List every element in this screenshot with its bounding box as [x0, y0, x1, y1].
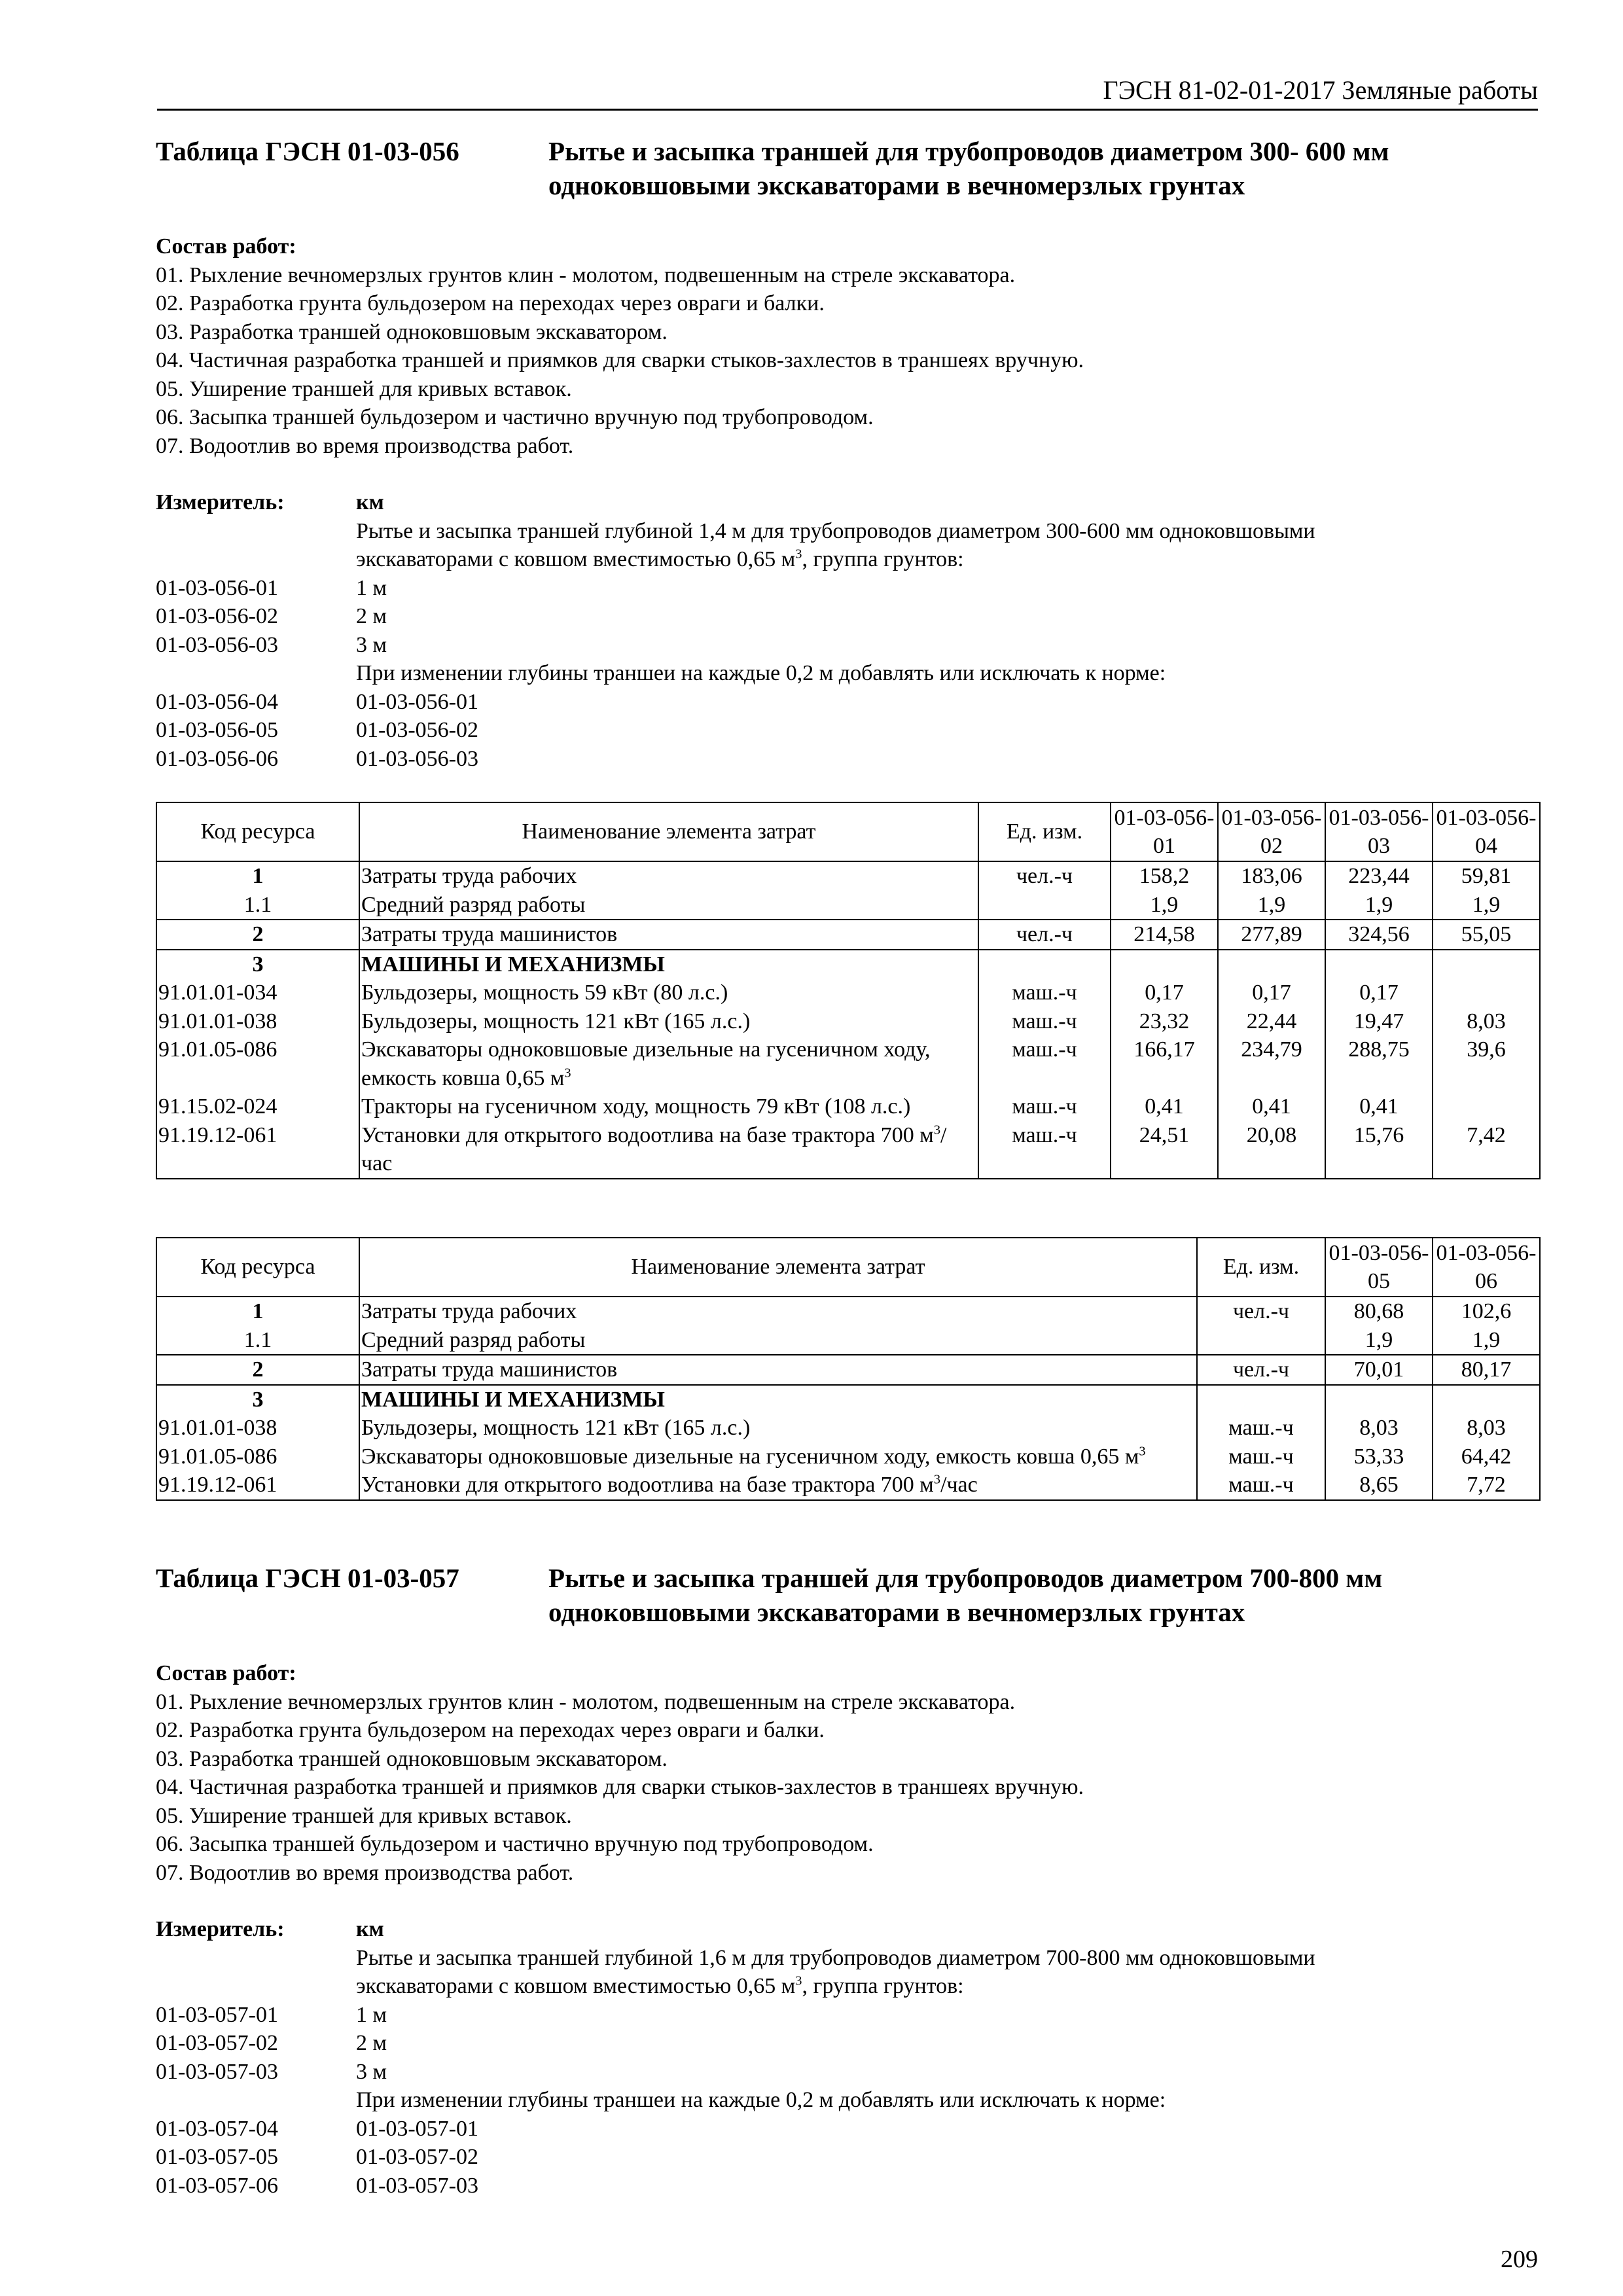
resource-name: Средний разряд работы	[359, 1326, 1197, 1355]
resource-unit: маш.-ч	[978, 1121, 1111, 1179]
norm-text: 3 м	[356, 2059, 387, 2084]
norm-text: 01-03-056-01	[356, 689, 478, 714]
table-row	[156, 1092, 1540, 1121]
resource-name: Экскаваторы одноковшовые дизельные на гусеничном ходу, емкость ковша 0,65 $м^3$	[359, 1443, 1197, 1471]
resource-table-2	[156, 1237, 1541, 1501]
resource-value: 234,79	[1218, 1035, 1325, 1092]
measure-label: Измеритель:	[156, 490, 285, 514]
resource-value: 22,44	[1218, 1007, 1325, 1036]
norm-text: 1 м	[356, 575, 387, 600]
table-row	[156, 950, 1540, 979]
resource-value: 324,56	[1325, 920, 1433, 950]
work-composition	[156, 1659, 1539, 1887]
measure-row	[156, 1915, 1539, 1944]
depth-note-row	[156, 2086, 1539, 2115]
composition-item: 06. Засыпка траншей бульдозером и частично вручную под трубопроводом.	[156, 405, 874, 429]
norm-code: 01-03-057-05	[156, 2145, 278, 2169]
norm-text: 01-03-057-01	[356, 2116, 478, 2141]
composition-heading: Состав работ:	[156, 234, 296, 259]
resource-unit	[1197, 1326, 1325, 1355]
measure-unit: км	[356, 1917, 384, 1941]
resource-value: 1,9	[1325, 1326, 1433, 1355]
table-row	[156, 1297, 1540, 1326]
resource-code: 91.01.01-034	[156, 978, 359, 1007]
norm-text: 01-03-057-02	[356, 2145, 478, 2169]
composition-item: 04. Частичная разработка траншей и приямков для сварки стыков-захлестов в траншеях вручную.	[156, 1775, 1084, 1799]
table-title-line: одноковшовыми экскаваторами в вечномерзлых грунтах	[548, 170, 1245, 200]
resource-unit: маш.-ч	[978, 1007, 1111, 1036]
composition-item: 07. Водоотлив во время производства работ.	[156, 433, 574, 458]
resource-value: 64,42	[1433, 1443, 1540, 1471]
table-row	[156, 1385, 1540, 1414]
norm-row	[156, 2172, 1539, 2200]
depth-note: При изменении глубины траншеи на каждые 0,2 м добавлять или исключать к норме:	[356, 661, 1166, 685]
resource-unit: маш.-ч	[1197, 1471, 1325, 1500]
norm-code: 01-03-056-02	[156, 604, 278, 628]
depth-note-row	[156, 659, 1539, 688]
norm-code: 01-03-056-06	[156, 746, 278, 771]
measure-description-line: экскаваторами с ковшом вместимостью 0,65 $м^3$, группа грунтов:	[356, 1973, 964, 1998]
resource-value: 158,2	[1111, 861, 1218, 891]
table-row	[156, 1326, 1540, 1355]
norm-code: 01-03-056-04	[156, 689, 278, 714]
resource-value: 1,9	[1218, 891, 1325, 920]
resource-code: 1	[156, 1297, 359, 1326]
resource-value: 15,76	[1325, 1121, 1433, 1179]
norm-code: 01-03-057-04	[156, 2116, 278, 2141]
resource-value: 214,58	[1111, 920, 1218, 950]
resource-name: Экскаваторы одноковшовые дизельные на гусеничном ходу, емкость ковша 0,65 $м^3$	[359, 1035, 978, 1092]
depth-note: При изменении глубины траншеи на каждые 0,2 м добавлять или исключать к норме:	[356, 2088, 1166, 2112]
composition-item: 03. Разработка траншей одноковшовым экскаватором.	[156, 1746, 668, 1771]
col-header-name: Наименование элемента затрат	[359, 1238, 1197, 1297]
table-row	[156, 1471, 1540, 1500]
resource-value: 1,9	[1111, 891, 1218, 920]
resource-group-name: МАШИНЫ И МЕХАНИЗМЫ	[359, 950, 978, 979]
table-code: Таблица ГЭСН 01-03-056	[156, 136, 459, 166]
resource-code: 91.19.12-061	[156, 1121, 359, 1179]
norm-row	[156, 688, 1539, 717]
resource-value: 8,03	[1433, 1414, 1540, 1443]
table-row	[156, 920, 1540, 950]
resource-value: 223,44	[1325, 861, 1433, 891]
resource-unit: чел.-ч	[978, 920, 1111, 950]
col-header-code: Код ресурса	[156, 1238, 359, 1297]
composition-item: 05. Уширение траншей для кривых вставок.	[156, 376, 572, 401]
measure-label: Измеритель:	[156, 1917, 285, 1941]
norm-row	[156, 2001, 1539, 2030]
norm-text: 01-03-057-03	[356, 2173, 478, 2198]
table-title	[548, 134, 1530, 202]
resource-code: 91.19.12-061	[156, 1471, 359, 1500]
resource-code: 1.1	[156, 891, 359, 920]
resource-name: Затраты труда рабочих	[359, 1297, 1197, 1326]
table-row	[156, 978, 1540, 1007]
composition-item: 06. Засыпка траншей бульдозером и частично вручную под трубопроводом.	[156, 1832, 874, 1856]
norm-code: 01-03-056-03	[156, 632, 278, 657]
norm-row	[156, 2029, 1539, 2058]
resource-value: 55,05	[1433, 920, 1540, 950]
table-code: Таблица ГЭСН 01-03-057	[156, 1563, 459, 1593]
resource-name: Бульдозеры, мощность 121 кВт (165 л.с.)	[359, 1414, 1197, 1443]
col-header-norm: 01-03-056-06	[1433, 1238, 1540, 1297]
resource-code: 91.01.05-086	[156, 1035, 359, 1092]
composition-item: 01. Рыхление вечномерзлых грунтов клин - молотом, подвешенным на стреле экскаватора.	[156, 1689, 1016, 1714]
resource-value: 0,17	[1325, 978, 1433, 1007]
resource-value: 1,9	[1325, 891, 1433, 920]
resource-value: 23,32	[1111, 1007, 1218, 1036]
norm-code: 01-03-056-05	[156, 718, 278, 742]
section-title	[156, 1561, 1539, 1630]
resource-value: 70,01	[1325, 1355, 1433, 1385]
resource-unit	[978, 891, 1111, 920]
resource-value: 0,41	[1325, 1092, 1433, 1121]
norm-code: 01-03-057-02	[156, 2031, 278, 2055]
table-title-line: Рытье и засыпка траншей для трубопроводов диаметром 300- 600 мм	[548, 136, 1389, 166]
composition-item: 03. Разработка траншей одноковшовым экскаватором.	[156, 319, 668, 344]
norm-code: 01-03-057-01	[156, 2002, 278, 2027]
composition-item: 04. Частичная разработка траншей и приямков для сварки стыков-захлестов в траншеях вручную.	[156, 348, 1084, 372]
norm-text: 2 м	[356, 604, 387, 628]
resource-value: 288,75	[1325, 1035, 1433, 1092]
resource-name: Бульдозеры, мощность 121 кВт (165 л.с.)	[359, 1007, 978, 1036]
resource-value	[1433, 978, 1540, 1007]
section-title	[156, 134, 1539, 204]
running-header: ГЭСН 81-02-01-2017 Земляные работы	[1103, 75, 1538, 105]
composition-item: 02. Разработка грунта бульдозером на переходах через овраги и балки.	[156, 291, 825, 315]
measure-description-line: Рытье и засыпка траншей глубиной 1,4 м для трубопроводов диаметром 300-600 мм одноковшовыми	[356, 518, 1315, 543]
measure-description	[356, 1944, 1539, 2001]
resource-value: 277,89	[1218, 920, 1325, 950]
resource-value: 20,08	[1218, 1121, 1325, 1179]
resource-value: 59,81	[1433, 861, 1540, 891]
resource-code: 91.15.02-024	[156, 1092, 359, 1121]
table-row	[156, 1007, 1540, 1036]
norm-code: 01-03-057-06	[156, 2173, 278, 2198]
resource-value: 102,6	[1433, 1297, 1540, 1326]
resource-value: 1,9	[1433, 891, 1540, 920]
measure-description-line: экскаваторами с ковшом вместимостью 0,65 $м^3$, группа грунтов:	[356, 547, 964, 571]
measure-row	[156, 517, 1539, 574]
resource-code: 1.1	[156, 1326, 359, 1355]
resource-unit: маш.-ч	[1197, 1443, 1325, 1471]
resource-value: 39,6	[1433, 1035, 1540, 1092]
resource-name: Затраты труда рабочих	[359, 861, 978, 891]
norm-row	[156, 2058, 1539, 2087]
resource-value: 8,03	[1325, 1414, 1433, 1443]
norm-text: 3 м	[356, 632, 387, 657]
resource-value: 166,17	[1111, 1035, 1218, 1092]
table-row	[156, 1414, 1540, 1443]
page-number: 209	[1501, 2246, 1538, 2273]
resource-group-name: МАШИНЫ И МЕХАНИЗМЫ	[359, 1385, 1197, 1414]
resource-value: 8,65	[1325, 1471, 1433, 1500]
resource-value: 7,42	[1433, 1121, 1540, 1179]
resource-value: 53,33	[1325, 1443, 1433, 1471]
resource-unit: чел.-ч	[1197, 1355, 1325, 1385]
measure-row	[156, 488, 1539, 517]
col-header-norm: 01-03-056-05	[1325, 1238, 1433, 1297]
measure-block	[156, 1915, 1539, 2200]
norm-row	[156, 716, 1539, 745]
measure-unit: км	[356, 490, 384, 514]
resource-code: 91.01.01-038	[156, 1414, 359, 1443]
norm-text: 1 м	[356, 2002, 387, 2027]
resource-name: Установки для открытого водоотлива на базе трактора 700 $м^3$/час	[359, 1121, 978, 1179]
table-title-line: Рытье и засыпка траншей для трубопроводов диаметром 700-800 мм	[548, 1563, 1383, 1593]
norm-text: 01-03-056-02	[356, 718, 478, 742]
norm-row	[156, 631, 1539, 660]
section-01-03-057	[156, 1561, 1539, 2200]
measure-row	[156, 1944, 1539, 2001]
composition-item: 07. Водоотлив во время производства работ.	[156, 1860, 574, 1885]
col-header-norm: 01-03-056-03	[1325, 802, 1433, 861]
resource-name: Тракторы на гусеничном ходу, мощность 79 кВт (108 л.с.)	[359, 1092, 978, 1121]
col-header-name: Наименование элемента затрат	[359, 802, 978, 861]
resource-value: 0,17	[1111, 978, 1218, 1007]
resource-name: Затраты труда машинистов	[359, 920, 978, 950]
resource-value: 19,47	[1325, 1007, 1433, 1036]
norm-row	[156, 2143, 1539, 2172]
work-composition	[156, 232, 1539, 460]
resource-name: Бульдозеры, мощность 59 кВт (80 л.с.)	[359, 978, 978, 1007]
col-header-unit: Ед. изм.	[978, 802, 1111, 861]
resource-value: 80,68	[1325, 1297, 1433, 1326]
col-header-code: Код ресурса	[156, 802, 359, 861]
measure-description-line: Рытье и засыпка траншей глубиной 1,6 м для трубопроводов диаметром 700-800 мм одноковшовыми	[356, 1945, 1315, 1970]
table-title-line: одноковшовыми экскаваторами в вечномерзлых грунтах	[548, 1597, 1245, 1627]
norm-row	[156, 2115, 1539, 2144]
resource-code: 1	[156, 861, 359, 891]
norm-code: 01-03-057-03	[156, 2059, 278, 2084]
col-header-unit: Ед. изм.	[1197, 1238, 1325, 1297]
resource-value: 24,51	[1111, 1121, 1218, 1179]
col-header-norm: 01-03-056-02	[1218, 802, 1325, 861]
composition-heading: Состав работ:	[156, 1661, 296, 1685]
resource-value: 1,9	[1433, 1326, 1540, 1355]
resource-name: Средний разряд работы	[359, 891, 978, 920]
composition-item: 02. Разработка грунта бульдозером на переходах через овраги и балки.	[156, 1718, 825, 1742]
table-row	[156, 891, 1540, 920]
table-title	[548, 1561, 1530, 1629]
composition-item: 05. Уширение траншей для кривых вставок.	[156, 1803, 572, 1828]
resource-unit: маш.-ч	[1197, 1414, 1325, 1443]
resource-code: 2	[156, 920, 359, 950]
resource-code: 3	[156, 950, 359, 979]
norm-row	[156, 745, 1539, 774]
resource-value: 8,03	[1433, 1007, 1540, 1036]
resource-value: 0,41	[1111, 1092, 1218, 1121]
resource-value: 7,72	[1433, 1471, 1540, 1500]
resource-code: 91.01.05-086	[156, 1443, 359, 1471]
col-header-norm: 01-03-056-04	[1433, 802, 1540, 861]
norm-row	[156, 574, 1539, 603]
composition-item: 01. Рыхление вечномерзлых грунтов клин - молотом, подвешенным на стреле экскаватора.	[156, 262, 1016, 287]
norm-row	[156, 602, 1539, 631]
measure-block	[156, 488, 1539, 773]
resource-name: Затраты труда машинистов	[359, 1355, 1197, 1385]
table-row	[156, 1121, 1540, 1179]
header-rule	[157, 109, 1538, 111]
col-header-norm: 01-03-056-01	[1111, 802, 1218, 861]
resource-unit: маш.-ч	[978, 1092, 1111, 1121]
resource-value: 0,17	[1218, 978, 1325, 1007]
table-row	[156, 1443, 1540, 1471]
resource-name: Установки для открытого водоотлива на базе трактора 700 $м^3$/час	[359, 1471, 1197, 1500]
resource-code: 3	[156, 1385, 359, 1414]
resource-value: 183,06	[1218, 861, 1325, 891]
resource-code: 2	[156, 1355, 359, 1385]
resource-value: 0,41	[1218, 1092, 1325, 1121]
norm-text: 01-03-056-03	[356, 746, 478, 771]
table-row	[156, 861, 1540, 891]
table-row	[156, 1035, 1540, 1092]
resource-unit: чел.-ч	[1197, 1297, 1325, 1326]
resource-unit: маш.-ч	[978, 978, 1111, 1007]
resource-unit: чел.-ч	[978, 861, 1111, 891]
resource-value: 80,17	[1433, 1355, 1540, 1385]
resource-code: 91.01.01-038	[156, 1007, 359, 1036]
table-row	[156, 1355, 1540, 1385]
resource-unit: маш.-ч	[978, 1035, 1111, 1092]
resource-value	[1433, 1092, 1540, 1121]
norm-code: 01-03-056-01	[156, 575, 278, 600]
section-01-03-056	[156, 134, 1539, 773]
norm-text: 2 м	[356, 2031, 387, 2055]
measure-description	[356, 517, 1539, 574]
resource-table-1	[156, 802, 1541, 1179]
